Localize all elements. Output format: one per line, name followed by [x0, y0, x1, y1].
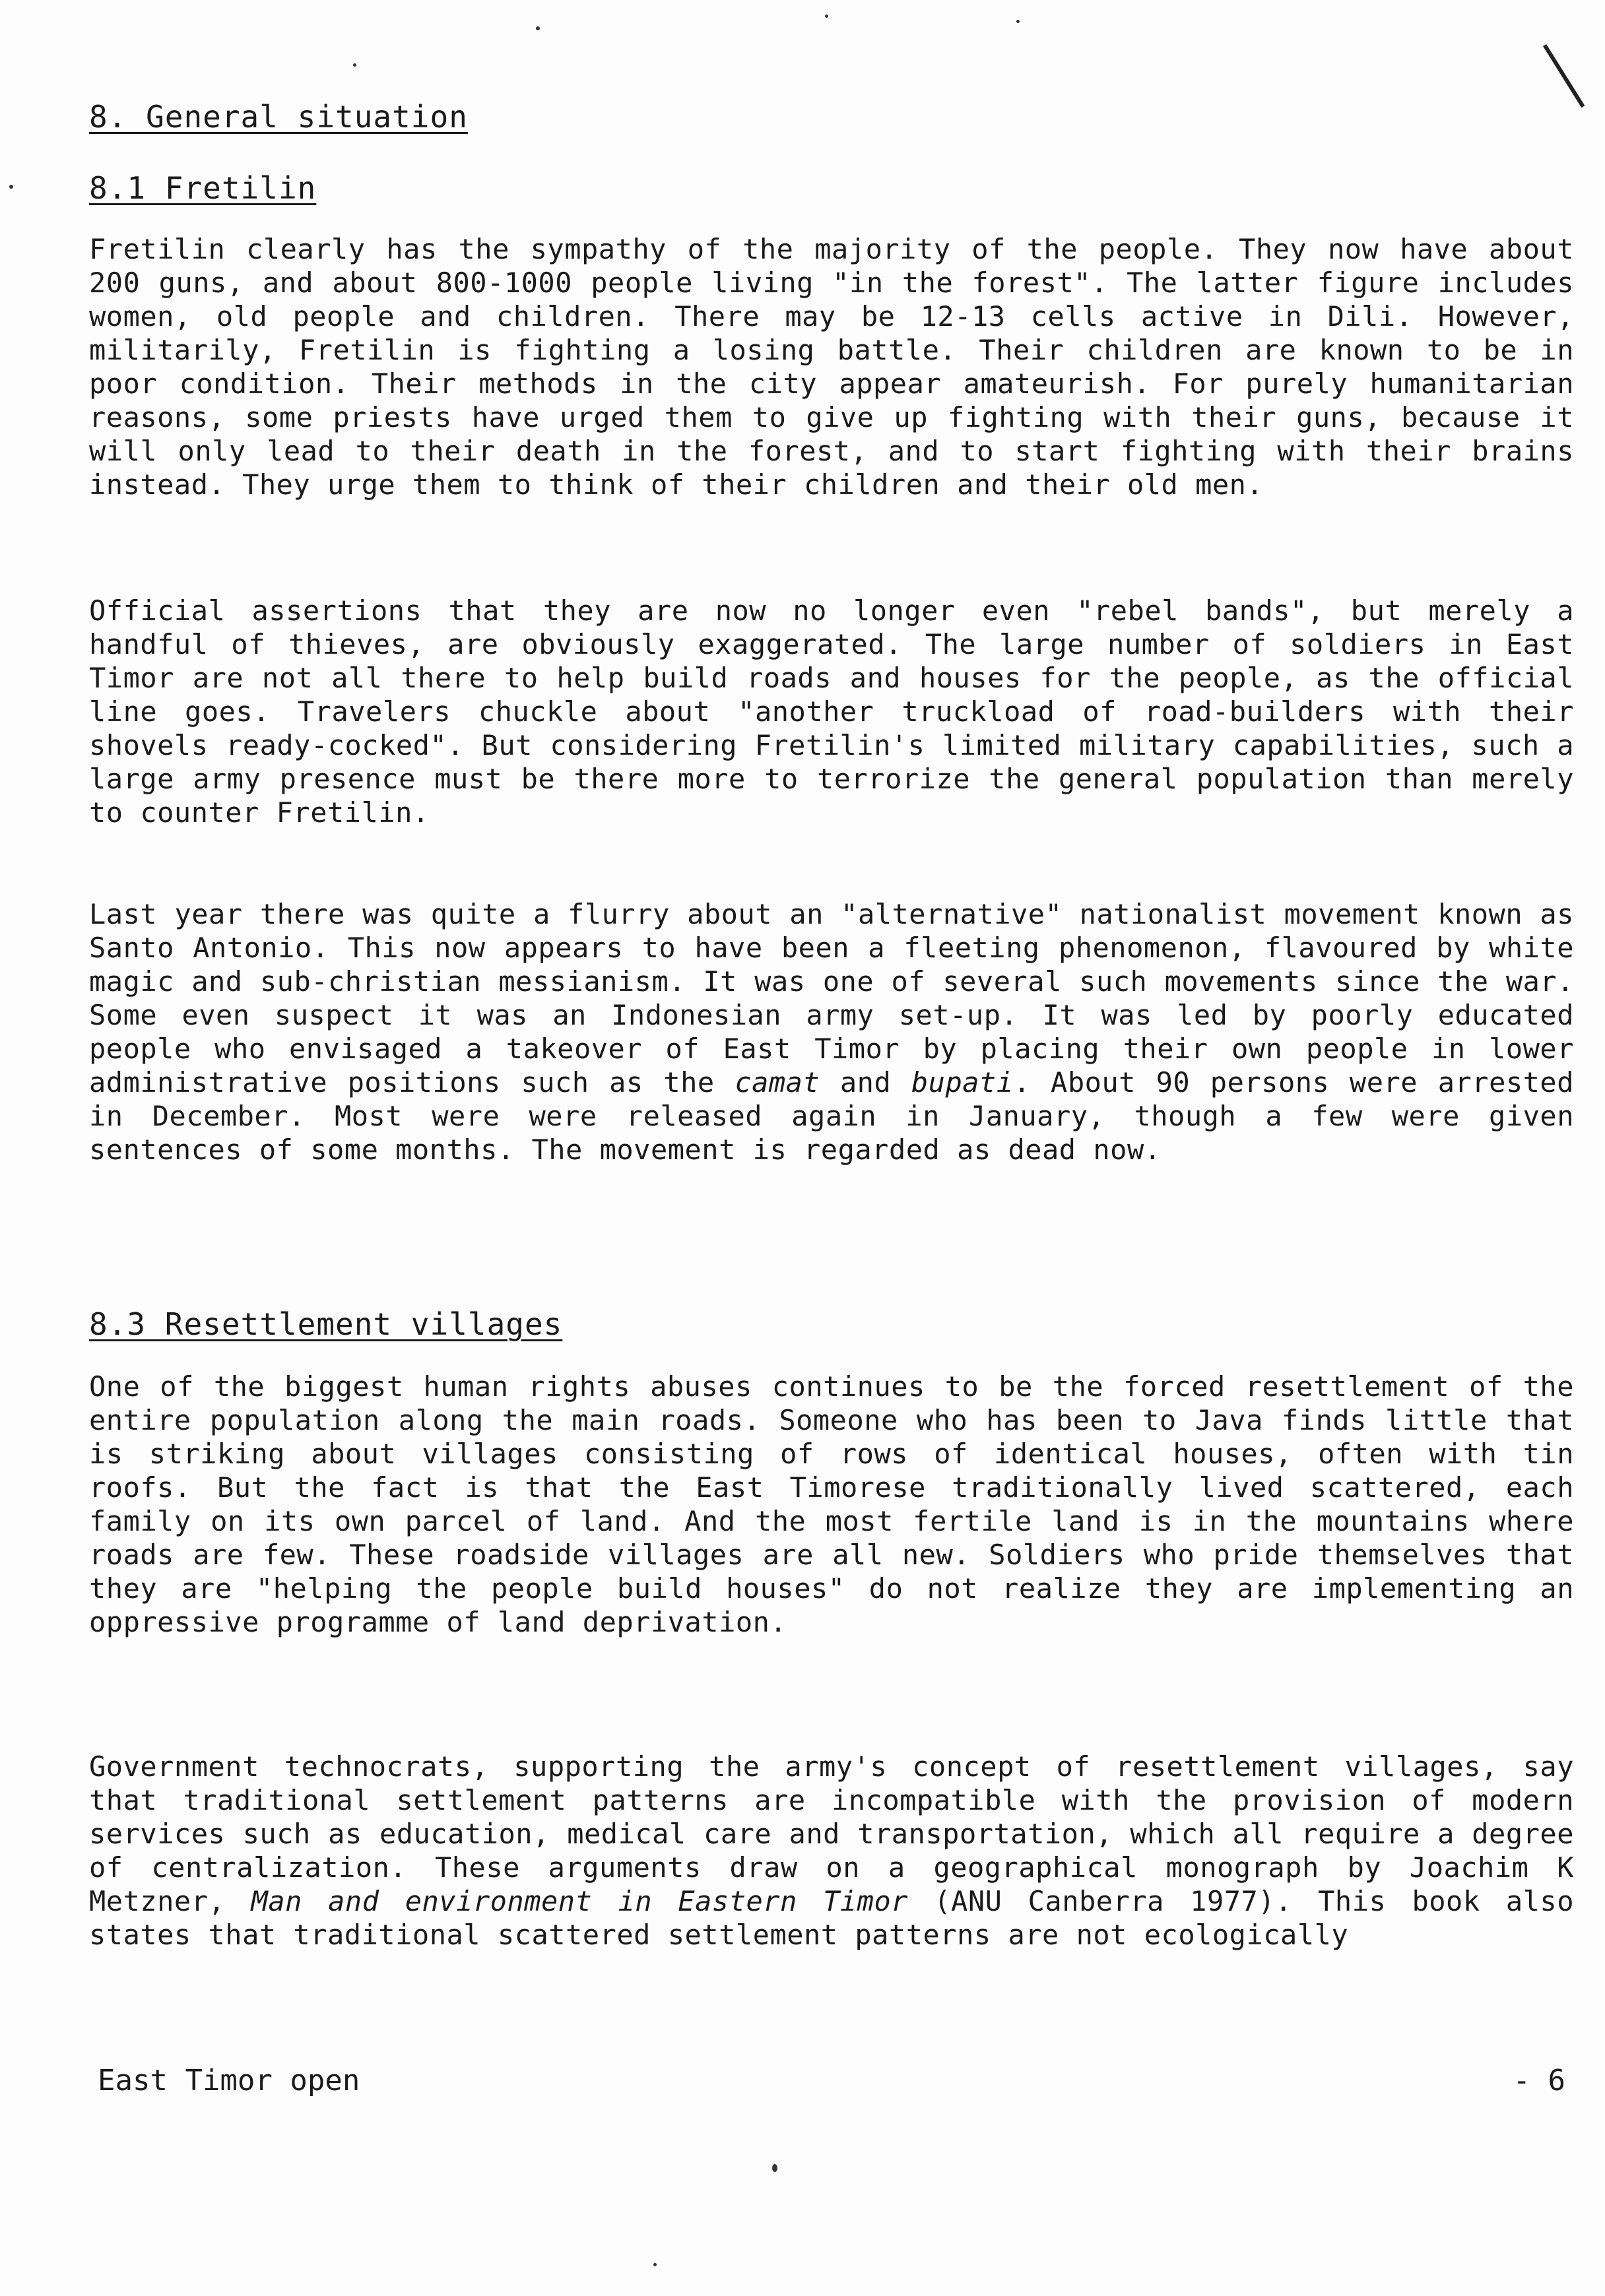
paragraph-text: . About 90 persons were arrested in December. Most were were released again in January, though a few were given sentences of some months. The movement is regarded as dead now. — [89, 1066, 1574, 1166]
paragraph — [89, 897, 1574, 1166]
italic-term-bupati: bupati — [911, 1066, 1014, 1099]
book-title: Man and environment in Eastern Timor — [251, 1885, 909, 1917]
paragraph: Official assertions that they are now no longer even "rebel bands", but merely a handful of thieves, are obviously exaggerated. The large number of soldiers in East Timor are not all there to help build roads and houses for the people, as the official line goes. Travelers chuckle about "another truckload of road-builders with their shovels ready-cocked". But considering Fretilin's limited military capabilities, such a large army presence must be there more to terrorize the general population than merely to counter Fretilin. — [89, 594, 1574, 829]
scan-speck — [772, 2164, 777, 2172]
paragraph — [89, 1750, 1574, 1952]
paragraph: One of the biggest human rights abuses continues to be the forced resettlement of the entire population along the main roads. Someone who has been to Java finds little that is striking about villages consisting of rows of identical houses, often with tin roofs. But the fact is that the East Timorese traditionally lived scattered, each family on its own parcel of land. And the most fertile land is in the mountains where roads are few. These roadside villages are all new. Soldiers who pride themselves that they are "helping the people build houses" do not realize they are implementing an oppressive programme of land deprivation. — [89, 1370, 1574, 1638]
subsection-title-fretilin: 8.1 Fretilin — [89, 170, 317, 206]
paragraph-text: Government technocrats, supporting the army's concept of resettlement villages, say that traditional settlement patterns are incompatible with the provision of modern services such as education, medical care and transportation, which all require a degree of centralization. These arguments draw on a geographical monograph by Joachim K Metzner, — [89, 1750, 1574, 1917]
scan-slash-mark — [1543, 44, 1585, 108]
scan-speck — [536, 26, 540, 30]
page-number: - 6 — [1513, 2064, 1565, 2097]
italic-term-camat: camat — [735, 1066, 820, 1099]
paragraph-text: (ANU Canberra 1977). This book also states that traditional scattered settlement patterns are not ecologically — [89, 1885, 1574, 1951]
paragraph-text: and — [820, 1066, 911, 1099]
footer-title: East Timor open — [98, 2064, 360, 2097]
scan-speck — [653, 2263, 657, 2266]
scan-speck — [353, 63, 356, 67]
scan-speck — [9, 185, 13, 189]
paragraph-text: Last year there was quite a flurry about an "alternative" nationalist movement known as Santo Antonio. This now appears to have been a fleeting phenomenon, flavoured by white magic and sub-christian messianism. It was one of several such movements since the war. Some even suspect it was an Indonesian army set-up. It was led by poorly educated people who envisaged a takeover of East Timor by placing their own people in lower administrative positions such as the — [89, 898, 1574, 1099]
paragraph: Fretilin clearly has the sympathy of the majority of the people. They now have about 200 guns, and about 800-1000 people living "in the forest". The latter figure includes women, old people and children. There may be 12-13 cells active in Dili. However, militarily, Fretilin is fighting a losing battle. Their children are known to be in poor condition. Their methods in the city appear amateurish. For purely humanitarian reasons, some priests have urged them to give up fighting with their guns, because it will only lead to their death in the forest, and to start fighting with their brains instead. They urge them to think of their children and their old men. — [89, 233, 1574, 501]
section-title: 8. General situation — [89, 99, 468, 135]
subsection-title-resettlement: 8.3 Resettlement villages — [89, 1306, 563, 1342]
scan-speck — [1016, 20, 1020, 23]
scan-speck — [825, 15, 828, 18]
